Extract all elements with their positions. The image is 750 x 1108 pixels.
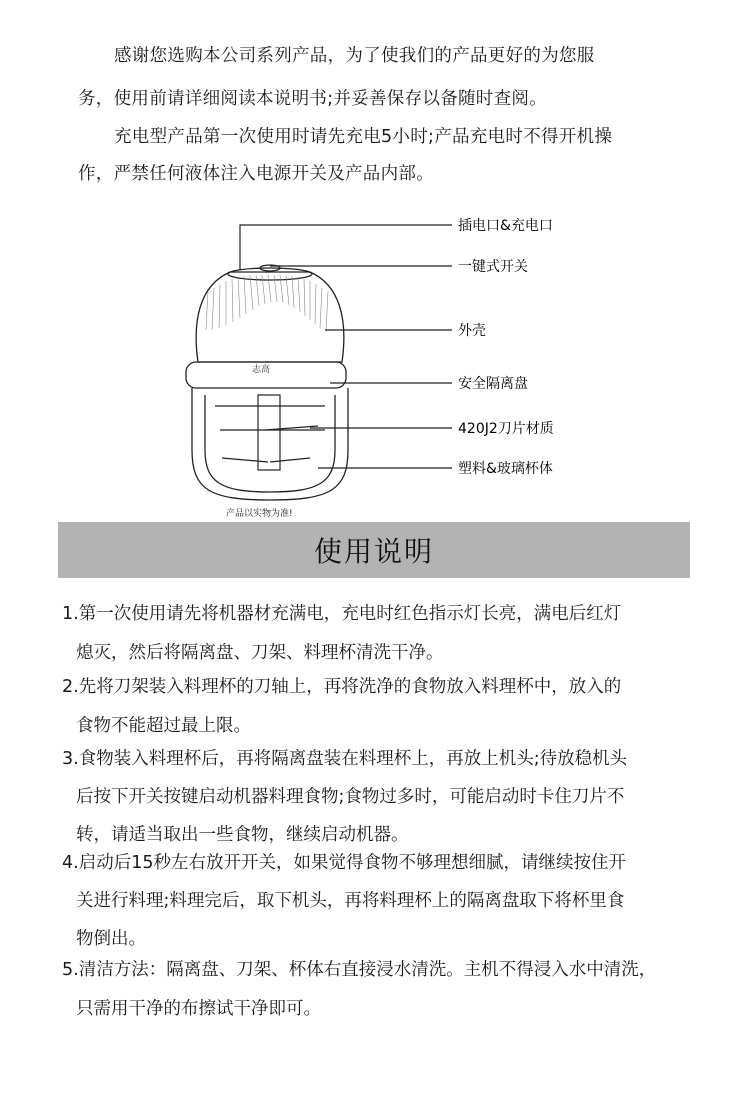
step-5-line-1: 5.清洁方法：隔离盘、刀架、杯体右直接浸水清洗。主机不得浸入水中清洗， xyxy=(62,960,657,980)
intro-para1-line1: 感谢您选购本公司系列产品，为了使我们的产品更好的为您服 xyxy=(114,46,595,66)
product-diagram xyxy=(0,200,750,530)
cup-body xyxy=(192,388,348,500)
step-1-line-2: 熄灭，然后将隔离盘、刀架、料理杯清洗干净。 xyxy=(76,643,444,663)
step-4 xyxy=(62,849,702,950)
brand-logo: 志高 xyxy=(252,365,271,375)
step-2 xyxy=(62,673,702,737)
step-4-line-3: 物倒出。 xyxy=(76,929,146,949)
step-2-line-1: 2.先将刀架装入料理杯的刀轴上，再将洗净的食物放入料理杯中，放入的 xyxy=(62,677,622,697)
step-5 xyxy=(62,956,702,1020)
label-blade-material: 420J2刀片材质 xyxy=(458,421,554,437)
blade-assembly xyxy=(215,395,325,470)
section-title: 使用说明 xyxy=(58,522,690,578)
shell-ribs xyxy=(206,275,328,331)
step-3-line-2: 后按下开关按键启动机器料理食物;食物过多时，可能启动时卡住刀片不 xyxy=(76,787,625,807)
step-1-line-1: 1.第一次使用请先将机器材充满电，充电时红色指示灯长亮，满电后红灯 xyxy=(62,604,622,624)
motor-head xyxy=(196,265,344,362)
step-4-line-2: 关进行料理;料理完后，取下机头，再将料理杯上的隔离盘取下将杯里食 xyxy=(76,891,625,911)
leader-lines xyxy=(240,225,452,468)
label-isolation-plate: 安全隔离盘 xyxy=(458,376,528,392)
intro-para2-line2: 作，严禁任何液体注入电源开关及产品内部。 xyxy=(78,164,434,184)
diagram-caption: 产品以实物为准! xyxy=(226,509,293,519)
label-shell: 外壳 xyxy=(458,323,486,339)
step-2-line-2: 食物不能超过最上限。 xyxy=(76,716,251,736)
step-3 xyxy=(62,745,702,846)
label-charging-port: 插电口&充电口 xyxy=(458,218,553,234)
step-1 xyxy=(62,600,702,664)
step-3-line-3: 转，请适当取出一些食物，继续启动机器。 xyxy=(76,825,409,845)
step-4-line-1: 4.启动后15秒左右放开开关，如果觉得食物不够理想细腻，请继续按住开 xyxy=(62,853,626,873)
label-cup-body: 塑料&玻璃杯体 xyxy=(458,461,553,477)
intro-para1-line2: 务，使用前请详细阅读本说明书;并妥善保存以备随时查阅。 xyxy=(78,89,547,109)
step-3-line-1: 3.食物装入料理杯后，再将隔离盘装在料理杯上，再放上机头;待放稳机头 xyxy=(62,749,628,769)
step-5-line-2: 只需用干净的布擦试干净即可。 xyxy=(76,999,321,1019)
label-switch: 一键式开关 xyxy=(458,259,528,275)
intro-para2-line1: 充电型产品第一次使用时请先充电5小时;产品充电时不得开机操 xyxy=(114,127,613,147)
